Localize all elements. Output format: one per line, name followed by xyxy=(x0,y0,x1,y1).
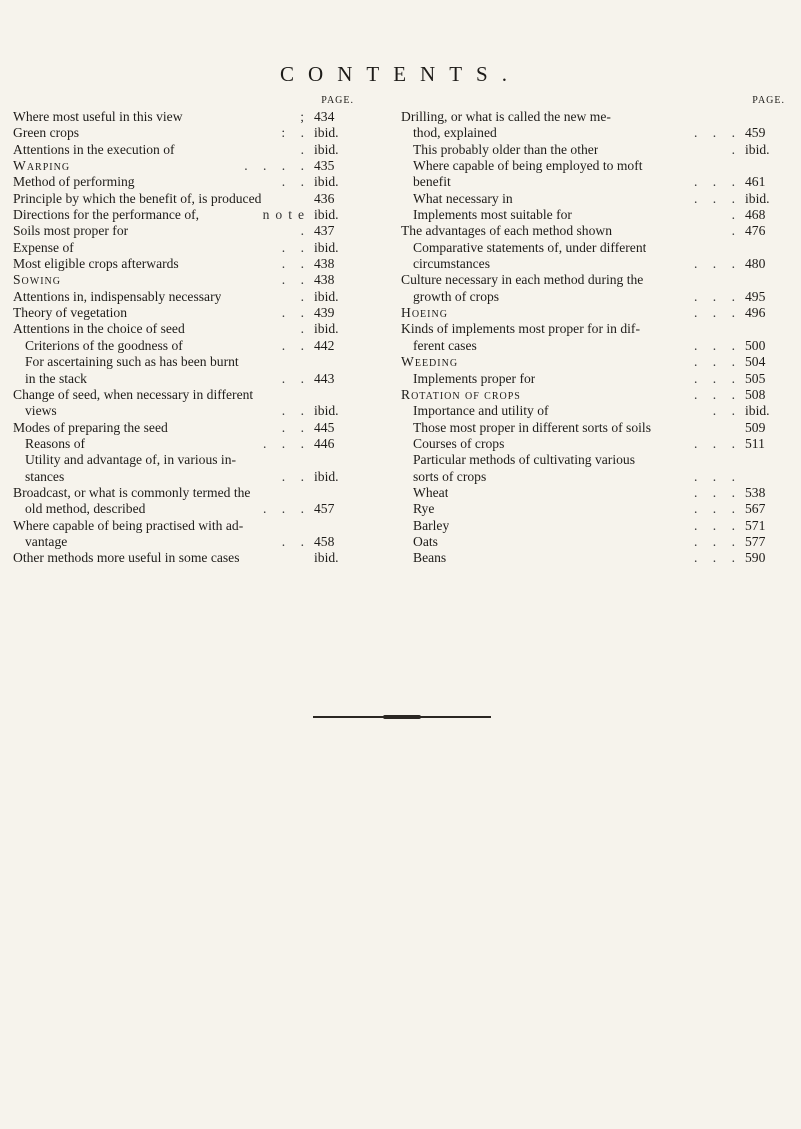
toc-entry-text: benefit xyxy=(413,174,451,190)
toc-entry-text: Kinds of implements most proper for in dif- xyxy=(401,321,640,337)
toc-entry-leader: note xyxy=(262,207,310,223)
toc-entry-text: Where most useful in this view xyxy=(13,109,183,124)
toc-entry-text: Courses of crops xyxy=(413,435,505,451)
toc-entry-leader: . . . xyxy=(694,435,741,451)
toc-entry-text: in the stack xyxy=(25,370,87,386)
toc-entry-page-number: 571 xyxy=(745,517,766,533)
toc-entry-leader: . . . xyxy=(694,386,741,402)
toc-entry-leader: . xyxy=(300,321,310,337)
toc-entry xyxy=(13,240,356,256)
toc-entry-leader: . . xyxy=(281,272,310,288)
toc-entry-page-number: 442 xyxy=(314,337,335,353)
toc-entry-text: Hoeing xyxy=(401,305,448,321)
toc-entry xyxy=(13,109,356,125)
toc-entry-page-number: 577 xyxy=(745,533,766,549)
toc-entry-text: Principle by which the benefit of, is produced xyxy=(13,190,262,206)
toc-entry xyxy=(401,518,787,534)
toc-entry xyxy=(401,436,787,452)
toc-entry-page-number: 458 xyxy=(314,533,335,549)
toc-entry-text: Importance and utility of xyxy=(413,403,549,419)
toc-entry-page-number: 435 xyxy=(314,158,335,174)
toc-entry-text: Reasons of xyxy=(25,435,86,451)
toc-entry-page-number: ibid. xyxy=(745,190,770,206)
toc-entry xyxy=(13,272,356,288)
toc-entry-leader: . . xyxy=(281,533,310,549)
toc-entry-page-number: ibid. xyxy=(314,288,339,304)
toc-entry-leader: . . . xyxy=(694,256,741,272)
toc-entry xyxy=(401,305,787,321)
page-title: CONTENTS. xyxy=(280,62,521,86)
toc-entry xyxy=(13,125,356,141)
toc-entry-page-number: ibid. xyxy=(314,550,339,566)
toc-entry xyxy=(13,485,356,501)
toc-entry-page-number: ibid. xyxy=(314,174,339,190)
toc-entry-page-number: 439 xyxy=(314,305,335,321)
toc-entry-page-number: 508 xyxy=(745,386,766,402)
toc-entry-leader: . . xyxy=(281,370,310,386)
toc-entry-text: Expense of xyxy=(13,239,74,255)
toc-entry-page-number: 500 xyxy=(745,337,766,353)
toc-entry-page-number: 438 xyxy=(314,272,335,288)
toc-entry xyxy=(13,321,356,337)
toc-entry xyxy=(401,142,787,158)
toc-entry-text: Rye xyxy=(413,501,435,517)
toc-entry-leader: . xyxy=(731,207,741,223)
toc-entry-page-number: 459 xyxy=(745,125,766,141)
toc-entry-leader: . . . xyxy=(694,174,741,190)
toc-entry-page-number: ibid. xyxy=(314,321,339,337)
toc-entry xyxy=(13,223,356,239)
toc-entry-text: stances xyxy=(25,468,65,484)
toc-entry xyxy=(401,109,787,125)
toc-entries-right xyxy=(401,109,787,567)
toc-entry-page-number: 509 xyxy=(745,419,766,435)
toc-entry-text: Attentions in the choice of seed xyxy=(13,321,185,337)
toc-entry-page-number: 496 xyxy=(745,305,766,321)
toc-entry-leader: . . xyxy=(712,403,741,419)
toc-entry xyxy=(401,452,787,468)
toc-entry-leader: . xyxy=(731,141,741,157)
toc-entry-text: Criterions of the goodness of xyxy=(25,337,183,353)
toc-entry-text: vantage xyxy=(25,533,68,549)
toc-entry-text: Implements proper for xyxy=(413,370,536,386)
toc-entry xyxy=(401,125,787,141)
toc-entry-page-number: 445 xyxy=(314,419,335,435)
toc-entry-text: Where capable of being employed to moft xyxy=(413,158,643,174)
toc-entry-text: Theory of vegetation xyxy=(13,305,127,321)
toc-entry-page-number: 504 xyxy=(745,354,766,370)
toc-entry-page-number: 438 xyxy=(314,256,335,272)
toc-entry-text: Particular methods of cultivating various xyxy=(413,452,635,468)
toc-entry-page-number: ibid. xyxy=(314,468,339,484)
page-column-header: PAGE. xyxy=(321,95,354,106)
toc-entry-page-number: ibid. xyxy=(314,403,339,419)
toc-entry-page-number: 437 xyxy=(314,223,335,239)
toc-entry-text: thod, explained xyxy=(413,125,497,141)
toc-entry-text: Drilling, or what is called the new me- xyxy=(401,109,611,124)
toc-entry-leader: . . . xyxy=(694,370,741,386)
toc-entry-text: Oats xyxy=(413,533,438,549)
toc-entry xyxy=(13,452,356,468)
toc-entry xyxy=(13,501,356,517)
toc-entry-leader: . xyxy=(300,141,310,157)
toc-entry-leader: . . xyxy=(281,419,310,435)
toc-entry-text: Weeding xyxy=(401,354,459,370)
toc-entry-text: Where capable of being practised with ad- xyxy=(13,517,244,533)
toc-entry-leader: . . xyxy=(281,403,310,419)
toc-entry xyxy=(401,387,787,403)
toc-entry-leader: . . . . xyxy=(244,158,310,174)
toc-entry-text: Utility and advantage of, in various in- xyxy=(25,452,237,468)
toc-entry xyxy=(401,338,787,354)
toc-entry-leader: . . . xyxy=(694,550,741,566)
toc-entry-page-number: 480 xyxy=(745,256,766,272)
toc-entry-text: For ascertaining such as has been burnt xyxy=(25,354,239,370)
page-column-header: PAGE. xyxy=(752,95,785,106)
toc-entry xyxy=(401,158,787,174)
toc-entry xyxy=(13,550,356,566)
toc-entry xyxy=(401,420,787,436)
toc-entry-page-number: ibid. xyxy=(314,207,339,223)
toc-entry xyxy=(401,289,787,305)
toc-entry-page-number: ibid. xyxy=(745,141,770,157)
toc-entry xyxy=(13,174,356,190)
toc-entry-leader: . . . xyxy=(694,337,741,353)
toc-entry-leader: . xyxy=(300,288,310,304)
toc-entry-leader: . . . xyxy=(694,305,741,321)
toc-entry xyxy=(401,223,787,239)
toc-entry-text: Broadcast, or what is commonly termed the xyxy=(13,484,251,500)
decorative-rule xyxy=(313,716,491,718)
toc-entries-left xyxy=(13,109,356,567)
toc-entry-leader: . . xyxy=(281,174,310,190)
toc-entry-text: Rotation of crops xyxy=(401,386,521,402)
toc-entry xyxy=(13,436,356,452)
toc-entry xyxy=(13,305,356,321)
toc-entry xyxy=(13,534,356,550)
toc-entry-text: Wheat xyxy=(413,484,449,500)
toc-entry-page-number: ibid. xyxy=(314,239,339,255)
toc-entry-text: Most eligible crops afterwards xyxy=(13,256,179,272)
toc-entry-leader: . . xyxy=(281,239,310,255)
toc-entry-text: This probably older than the other xyxy=(413,141,599,157)
toc-entry xyxy=(13,387,356,403)
toc-entry xyxy=(13,420,356,436)
toc-entry xyxy=(13,371,356,387)
toc-entry-page-number: ibid. xyxy=(314,141,339,157)
toc-entry-page-number: 590 xyxy=(745,550,766,566)
toc-entry-leader: . . . xyxy=(694,468,741,484)
toc-entry-leader: : . xyxy=(281,125,310,141)
toc-entry-page-number: ibid. xyxy=(314,125,339,141)
toc-entry xyxy=(401,240,787,256)
toc-entry xyxy=(13,158,356,174)
toc-entry-text: Barley xyxy=(413,517,450,533)
toc-entry-page-number: 461 xyxy=(745,174,766,190)
contents-left-column xyxy=(13,95,356,567)
toc-entry xyxy=(13,403,356,419)
toc-entry-page-number: ibid. xyxy=(745,403,770,419)
toc-entry-page-number: 468 xyxy=(745,207,766,223)
toc-entry-page-number: 476 xyxy=(745,223,766,239)
toc-entry-text: Beans xyxy=(413,550,447,566)
toc-entry xyxy=(401,321,787,337)
toc-entry-leader: . . . xyxy=(694,484,741,500)
toc-entry-text: circumstances xyxy=(413,256,490,272)
toc-entry xyxy=(13,142,356,158)
toc-entry xyxy=(401,534,787,550)
toc-entry-text: Warping xyxy=(13,158,71,174)
toc-entry-page-number: 538 xyxy=(745,484,766,500)
toc-entry-leader: . . . xyxy=(263,501,310,517)
toc-entry-page-number: 446 xyxy=(314,435,335,451)
toc-entry-page-number: 443 xyxy=(314,370,335,386)
toc-entry-text: Culture necessary in each method during the xyxy=(401,272,644,288)
toc-entry-page-number: 434 xyxy=(314,109,335,124)
toc-entry-leader: . . xyxy=(281,256,310,272)
toc-entry-text: Those most proper in different sorts of soils xyxy=(413,419,651,435)
toc-entry xyxy=(401,371,787,387)
toc-entry xyxy=(401,272,787,288)
toc-entry-text: old method, described xyxy=(25,501,146,517)
toc-entry-leader: . xyxy=(731,223,741,239)
toc-entry-leader: . . . xyxy=(694,517,741,533)
toc-entry-leader: ; xyxy=(300,109,310,124)
toc-entry-text: Soils most proper for xyxy=(13,223,129,239)
toc-entry xyxy=(401,207,787,223)
toc-entry-text: Method of performing xyxy=(13,174,135,190)
toc-entry xyxy=(13,354,356,370)
toc-entry xyxy=(401,501,787,517)
toc-entry xyxy=(13,207,356,223)
toc-entry xyxy=(401,469,787,485)
toc-entry xyxy=(401,403,787,419)
toc-entry xyxy=(401,191,787,207)
toc-entry-text: The advantages of each method shown xyxy=(401,223,613,239)
toc-entry xyxy=(401,174,787,190)
toc-entry-page-number: 457 xyxy=(314,501,335,517)
toc-entry-page-number: 567 xyxy=(745,501,766,517)
toc-entry-text: Attentions in the execution of xyxy=(13,141,175,157)
toc-entry-leader: . . xyxy=(281,468,310,484)
toc-entry xyxy=(13,256,356,272)
toc-entry-leader: . . . xyxy=(694,533,741,549)
toc-entry xyxy=(13,469,356,485)
toc-entry xyxy=(401,256,787,272)
toc-entry-leader: . . xyxy=(281,337,310,353)
toc-entry-text: ferent cases xyxy=(413,337,477,353)
toc-entry xyxy=(401,354,787,370)
toc-entry xyxy=(401,485,787,501)
toc-entry-text: Attentions in, indispensably necessary xyxy=(13,288,222,304)
toc-entry-leader: . . . xyxy=(694,354,741,370)
toc-entry-leader: . . . xyxy=(694,501,741,517)
toc-entry-text: Comparative statements of, under different xyxy=(413,239,647,255)
toc-entry-text: Implements most suitable for xyxy=(413,207,572,223)
toc-entry-text: What necessary in xyxy=(413,190,513,206)
toc-entry-leader: . . . xyxy=(694,190,741,206)
toc-entry-leader: . . xyxy=(281,305,310,321)
toc-entry xyxy=(13,518,356,534)
toc-entry xyxy=(13,191,356,207)
toc-entry-page-number: 436 xyxy=(314,190,335,206)
toc-entry-text: Green crops xyxy=(13,125,80,141)
toc-entry-text: sorts of crops xyxy=(413,468,487,484)
toc-entry-leader: . . . xyxy=(694,125,741,141)
toc-entry xyxy=(401,550,787,566)
toc-entry-text: Sowing xyxy=(13,272,61,288)
contents-right-column xyxy=(401,95,787,567)
toc-entry-text: growth of crops xyxy=(413,288,500,304)
toc-entry-text: Other methods more useful in some cases xyxy=(13,550,240,566)
toc-entry-page-number: 511 xyxy=(745,435,765,451)
toc-entry xyxy=(13,289,356,305)
toc-entry-text: Directions for the performance of, xyxy=(13,207,200,223)
toc-entry-leader: . . . xyxy=(263,435,310,451)
toc-entry xyxy=(13,338,356,354)
toc-entry-text: views xyxy=(25,403,57,419)
toc-entry-text: Change of seed, when necessary in different xyxy=(13,386,254,402)
toc-entry-leader: . xyxy=(300,223,310,239)
toc-entry-text: Modes of preparing the seed xyxy=(13,419,168,435)
toc-entry-page-number: 495 xyxy=(745,288,766,304)
toc-entry-page-number: 505 xyxy=(745,370,766,386)
toc-entry-leader: . . . xyxy=(694,288,741,304)
